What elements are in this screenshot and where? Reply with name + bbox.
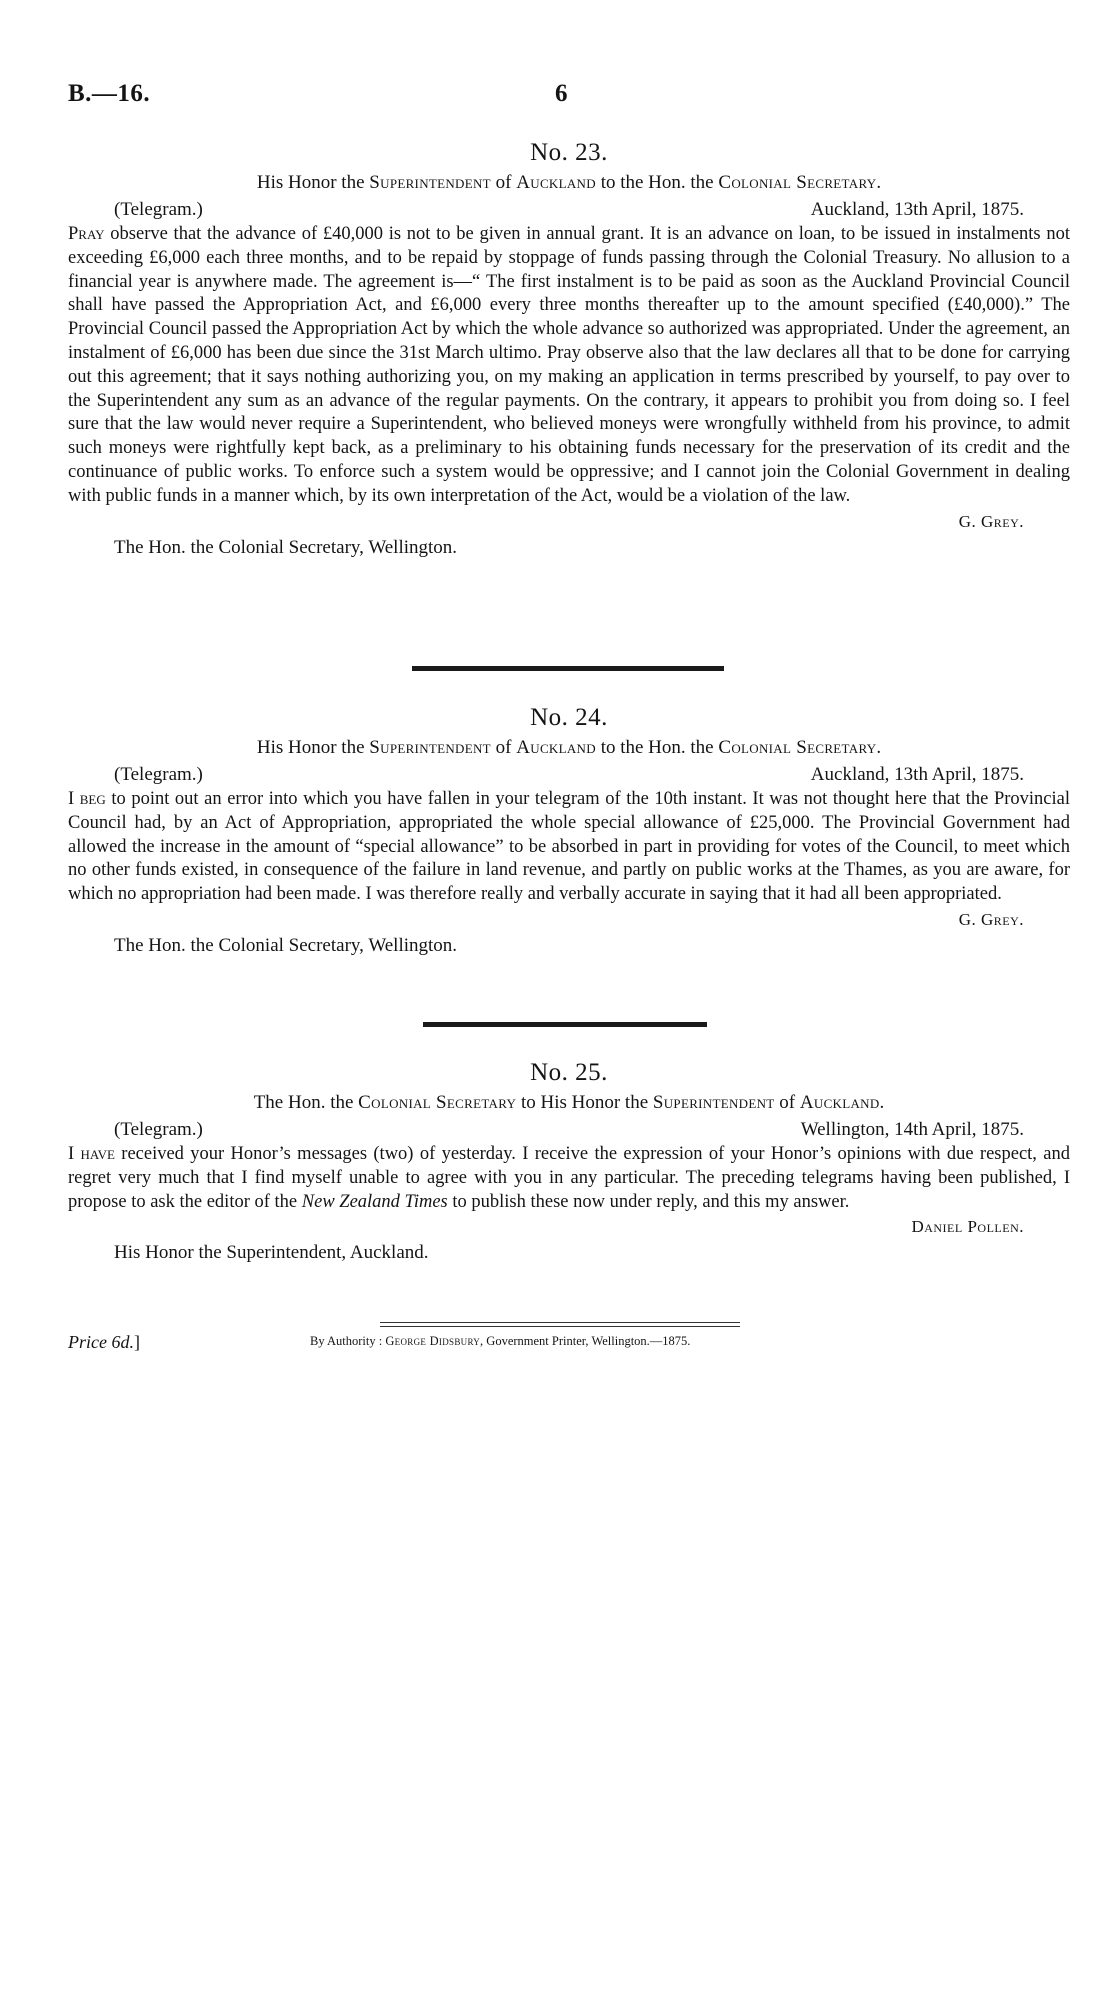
letter-heading: His Honor the Superintendent of Auckland to the Hon. the Colonial Secretary. bbox=[256, 737, 882, 758]
letter-body: Pray observe that the advance of £40,000 is not to be given in annual grant. It is an advance on loan, to be issued in instalments not exceeding £6,000 each three months, and to be repaid by stoppage of funds passing through the Colonial Treasury. No allusion to a financial year is anywhere made. The agreement is—“ The first instalment is to be paid as soon as the Auckland Provincial Council shall have passed the Appropriation Act, and £6,000 every three months thereafter up to the amount specified (£40,000).” The Provincial Council passed the Appropriation Act by which the whole advance so authorized was appropriated. Under the agreement, an instalment of £6,000 has been due since the 31st March ultimo. Pray observe also that the law declares all that to be done for carrying out this agreement; that it says nothing authorizing you, on my making an application in terms prescribed by yourself, to pay over to the Superintendent any sum as an advance of the regular payments. On the contrary, it appears to prohibit you from doing so. I feel sure that the law would never require a Superintendent, who believed moneys were wrongfully withheld from his province, to admit such moneys were rightfully kept back, as a preliminary to his obtaining funds necessary for the preservation of its credit and the continuance of public works. To enforce such a system would be oppressive; and I cannot join the Colonial Government in dealing with public funds in a manner which, by its own interpretation of the Act, would be a violation of the law. bbox=[68, 224, 1070, 506]
letter-heading: The Hon. the Colonial Secretary to His Honor the Superintendent of Auckland. bbox=[253, 1092, 885, 1113]
addressee: The Hon. the Colonial Secretary, Wellington. bbox=[114, 934, 458, 956]
document-reference: B.—16. bbox=[68, 80, 151, 107]
letter-type: (Telegram.) bbox=[114, 1119, 203, 1140]
letter-meta bbox=[68, 197, 1070, 223]
letter-number: No. 24. bbox=[530, 704, 608, 731]
section-divider bbox=[423, 1022, 707, 1027]
letter-number: No. 23. bbox=[530, 139, 608, 166]
letter-date: Auckland, 13th April, 1875. bbox=[810, 764, 1024, 785]
letter-type: (Telegram.) bbox=[114, 199, 203, 220]
footer-rule bbox=[380, 1322, 740, 1323]
letter-body: I beg to point out an error into which you have fallen in your telegram of the 10th instant. It was not thought here that the Provincial Council had, by an Act of Appropriation, appropriated the whole special allowance of £25,000. The Provincial Government had allowed the increase in the amount of “special allowance” to be absorbed in part in providing for votes of the Council, to meet which no other funds existed, in consequence of the failure in land revenue, and partly on public works at the Thames, as you are aware, for which no appropriation had been made. I was therefore really and verbally accurate in saying that it had all been appropriated. bbox=[68, 789, 1070, 905]
letter-heading: His Honor the Superintendent of Auckland to the Hon. the Colonial Secretary. bbox=[256, 172, 882, 193]
printer-imprint: By Authority : George Didsbury, Government Printer, Wellington.—1875. bbox=[310, 1334, 691, 1348]
footer-rule bbox=[380, 1326, 740, 1327]
letter-number: No. 25. bbox=[530, 1059, 608, 1086]
addressee: His Honor the Superintendent, Auckland. bbox=[114, 1242, 429, 1264]
letter-date: Wellington, 14th April, 1875. bbox=[800, 1119, 1024, 1140]
signature: G. Grey. bbox=[958, 511, 1024, 531]
letter-meta bbox=[68, 1117, 1070, 1143]
letter-23 bbox=[68, 137, 1070, 561]
letter-date: Auckland, 13th April, 1875. bbox=[810, 199, 1024, 220]
section-divider bbox=[412, 666, 724, 671]
signature: Daniel Pollen. bbox=[911, 1217, 1024, 1237]
page-number: 6 bbox=[555, 80, 568, 107]
letter-24 bbox=[68, 702, 1070, 959]
price-label: Price 6d.] bbox=[68, 1332, 140, 1352]
signature: G. Grey. bbox=[958, 909, 1024, 929]
letter-body: I have received your Honor’s messages (two) of yesterday. I receive the expression of your Honor’s opinions with due respect, and regret very much that I find myself unable to agree with you in any particular. The preceding telegrams having been published, I propose to ask the editor of the New Zealand Times to publish these now under reply, and this my answer. bbox=[68, 1144, 1070, 1212]
letter-type: (Telegram.) bbox=[114, 764, 203, 785]
letter-25 bbox=[68, 1057, 1070, 1266]
letter-meta bbox=[68, 762, 1070, 788]
addressee: The Hon. the Colonial Secretary, Wellington. bbox=[114, 536, 458, 558]
